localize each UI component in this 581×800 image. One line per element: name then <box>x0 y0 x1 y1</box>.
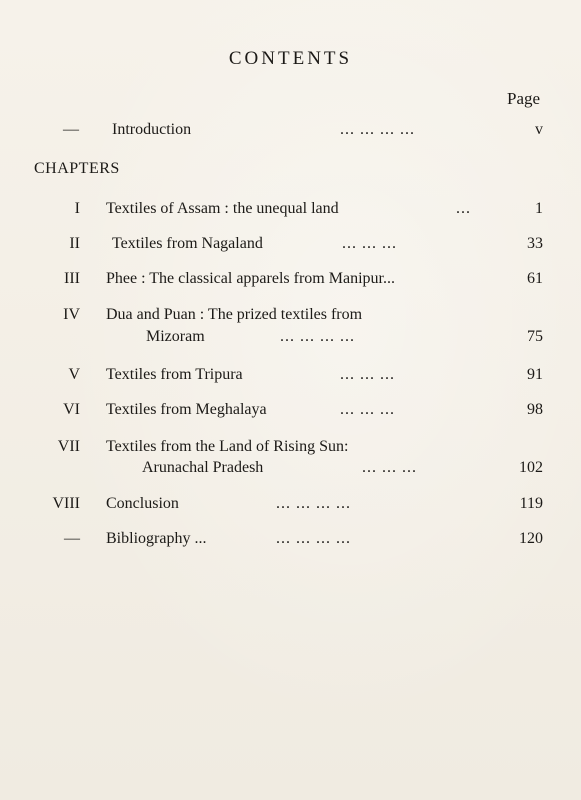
entry-label: Introduction <box>112 121 192 138</box>
entry-dots: ... ... ... <box>362 459 417 476</box>
entry-label: Textiles from Tripura <box>106 366 243 383</box>
entry-label-continued: Arunachal Pradesh <box>142 459 264 476</box>
toc-entry-chapter-4[interactable] <box>0 306 581 330</box>
entry-dots: ... <box>456 200 471 217</box>
entry-dots: ... ... ... ... <box>276 495 351 512</box>
entry-page: 75 <box>527 328 543 345</box>
toc-entry-chapter-5[interactable] <box>0 366 581 390</box>
entry-page: 102 <box>519 459 543 476</box>
toc-entry-bibliography[interactable] <box>0 530 581 554</box>
entry-number: V <box>68 366 80 383</box>
entry-page: 98 <box>527 401 543 418</box>
entry-page: 91 <box>527 366 543 383</box>
toc-entry-chapter-4-continued[interactable] <box>0 328 581 352</box>
entry-label: Dua and Puan : The prized textiles from <box>106 306 363 323</box>
entry-page: v <box>535 121 543 138</box>
entry-label: Conclusion <box>106 495 179 512</box>
toc-entry-introduction[interactable] <box>0 121 581 145</box>
entry-dots: ... ... ... ... <box>340 121 415 138</box>
contents-title: CONTENTS <box>228 48 353 69</box>
toc-entry-chapter-6[interactable] <box>0 401 581 425</box>
page-column-header: Page <box>507 89 541 108</box>
entry-number: — <box>63 121 79 138</box>
entry-dots: ... ... ... <box>340 366 395 383</box>
entry-number: VII <box>57 438 80 455</box>
entry-number: I <box>74 200 80 217</box>
entry-label: Textiles from Meghalaya <box>106 401 267 418</box>
entry-number: III <box>64 270 80 287</box>
entry-number: IV <box>63 306 80 323</box>
entry-page: 61 <box>527 270 543 287</box>
entry-number: — <box>64 530 80 547</box>
entry-dots: ... ... ... <box>340 401 395 418</box>
entry-number: VI <box>63 401 80 418</box>
entry-number: II <box>69 235 80 252</box>
entry-label: Textiles from the Land of Rising Sun: <box>106 438 349 455</box>
entry-label-continued: Mizoram <box>146 328 205 345</box>
entry-page: 120 <box>519 530 543 547</box>
entry-dots: ... ... ... ... <box>276 530 351 547</box>
toc-entry-chapter-3[interactable] <box>0 270 581 294</box>
toc-entry-chapter-7-continued[interactable] <box>0 459 581 483</box>
toc-entry-chapter-8[interactable] <box>0 495 581 519</box>
entry-dots: ... ... ... ... <box>280 328 355 345</box>
entry-dots: ... ... ... <box>342 235 397 252</box>
toc-entry-chapter-2[interactable] <box>0 235 581 259</box>
toc-entry-chapter-1[interactable] <box>0 200 581 224</box>
entry-label: Bibliography ... <box>106 530 207 547</box>
chapters-heading: CHAPTERS <box>34 160 120 177</box>
entry-page: 1 <box>535 200 543 217</box>
entry-number: VIII <box>52 495 80 512</box>
entry-label: Phee : The classical apparels from Manipur... <box>106 270 395 287</box>
entry-label: Textiles of Assam : the unequal land <box>106 200 339 217</box>
entry-page: 119 <box>519 495 543 512</box>
entry-page: 33 <box>527 235 543 252</box>
entry-label: Textiles from Nagaland <box>112 235 263 252</box>
